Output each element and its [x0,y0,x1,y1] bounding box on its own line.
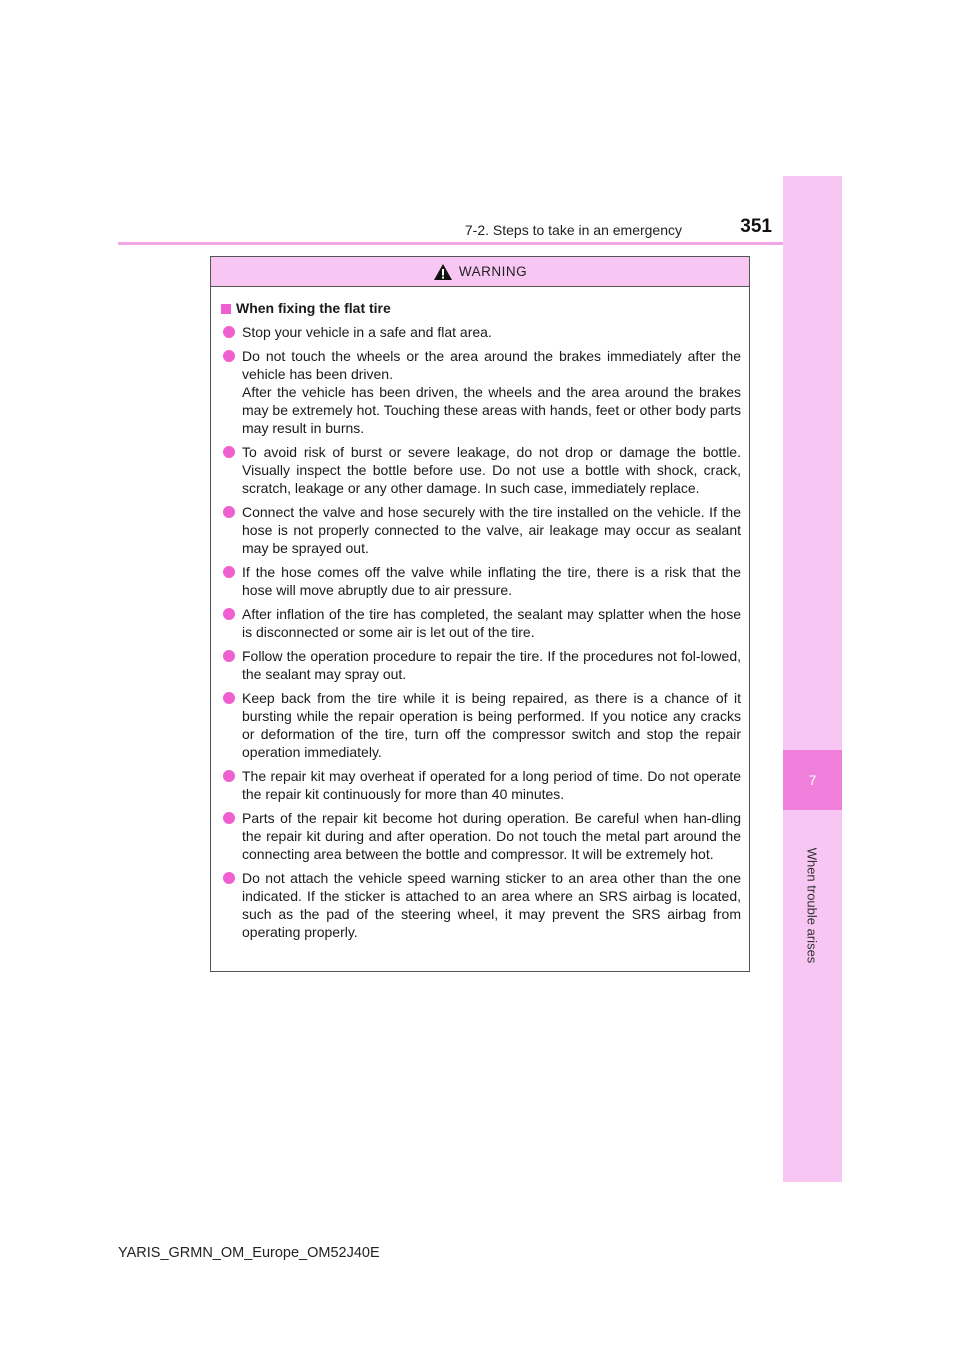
bullet-icon [223,566,235,578]
list-item [221,605,741,641]
list-item [221,563,741,599]
list-item-text: After inflation of the tire has completed, the sealant may splatter when the hose is disconnected or some air is let out of the tire. [242,606,741,640]
list-item-text: Follow the operation procedure to repair the tire. If the procedures not fol-lowed, the sealant may spray out. [242,648,741,682]
warning-triangle-icon [433,263,453,281]
list-item [221,809,741,863]
list-item-text: Stop your vehicle in a safe and flat area. [242,324,492,340]
bullet-icon [223,446,235,458]
list-item-text: Keep back from the tire while it is being repaired, as there is a chance of it bursting while the repair operation is being performed. If you notice any cracks or deformation of the tire, turn off the compressor switch and stop the repair operation immediately. [242,690,741,760]
chapter-label-container [782,840,842,970]
chapter-label: When trouble arises [804,847,820,963]
warning-box [210,256,750,972]
warning-label: WARNING [458,264,528,279]
list-item [221,347,741,437]
list-item [221,323,741,341]
warning-header [211,257,749,287]
list-item [221,869,741,941]
list-item-text: To avoid risk of burst or severe leakage, do not drop or damage the bottle. Visually inspect the bottle before use. Do not use a bottle with shock, crack, scratch, leakage or any other damage. In such case, immediately replace. [242,444,741,496]
square-bullet-icon [221,304,231,314]
section-title: 7-2. Steps to take in an emergency [464,222,682,238]
warning-items [221,323,741,941]
bullet-icon [223,770,235,782]
list-item [221,443,741,497]
bullet-icon [223,326,235,338]
subheading-text: When fixing the flat tire [236,300,391,316]
chapter-number: 7 [783,750,842,810]
list-item-text: After the vehicle has been driven, the wheels and the area around the brakes may be extremely hot. Touching these areas with hands, feet or other body parts may result in burns. [242,384,741,436]
document-code: YARIS_GRMN_OM_Europe_OM52J40E [118,1245,380,1261]
list-item [221,689,741,761]
list-item-text: Connect the valve and hose securely with the tire installed on the vehicle. If the hose is not properly connected to the valve, air leakage may occur as sealant may be sprayed out. [242,504,741,556]
header-rule [118,242,783,245]
page-number: 351 [740,216,772,237]
list-item-text: Parts of the repair kit become hot during operation. Be careful when han-dling the repair kit during and after operation. Do not touch the metal part around the connecting area between the bottle and compressor. It will be extremely hot. [242,810,741,862]
bullet-icon [223,812,235,824]
side-tab [783,176,842,1182]
bullet-icon [223,506,235,518]
list-item-text: Do not touch the wheels or the area around the brakes immediately after the vehicle has been driven. [242,348,741,382]
bullet-icon [223,608,235,620]
bullet-icon [223,350,235,362]
list-item [221,767,741,803]
list-item [221,503,741,557]
warning-body [211,287,749,941]
list-item-text: If the hose comes off the valve while inflating the tire, there is a risk that the hose will move abruptly due to air pressure. [242,564,741,598]
warning-subheading [221,299,741,317]
list-item-text: The repair kit may overheat if operated for a long period of time. Do not operate the repair kit continuously for more than 40 minutes. [242,768,741,802]
list-item-text: Do not attach the vehicle speed warning sticker to an area other than the one indicated. If the sticker is attached to an area where an SRS airbag is located, such as the pad of the steering wheel, it may prevent the SRS airbag from operating properly. [242,870,741,940]
bullet-icon [223,872,235,884]
list-item [221,647,741,683]
bullet-icon [223,692,235,704]
bullet-icon [223,650,235,662]
